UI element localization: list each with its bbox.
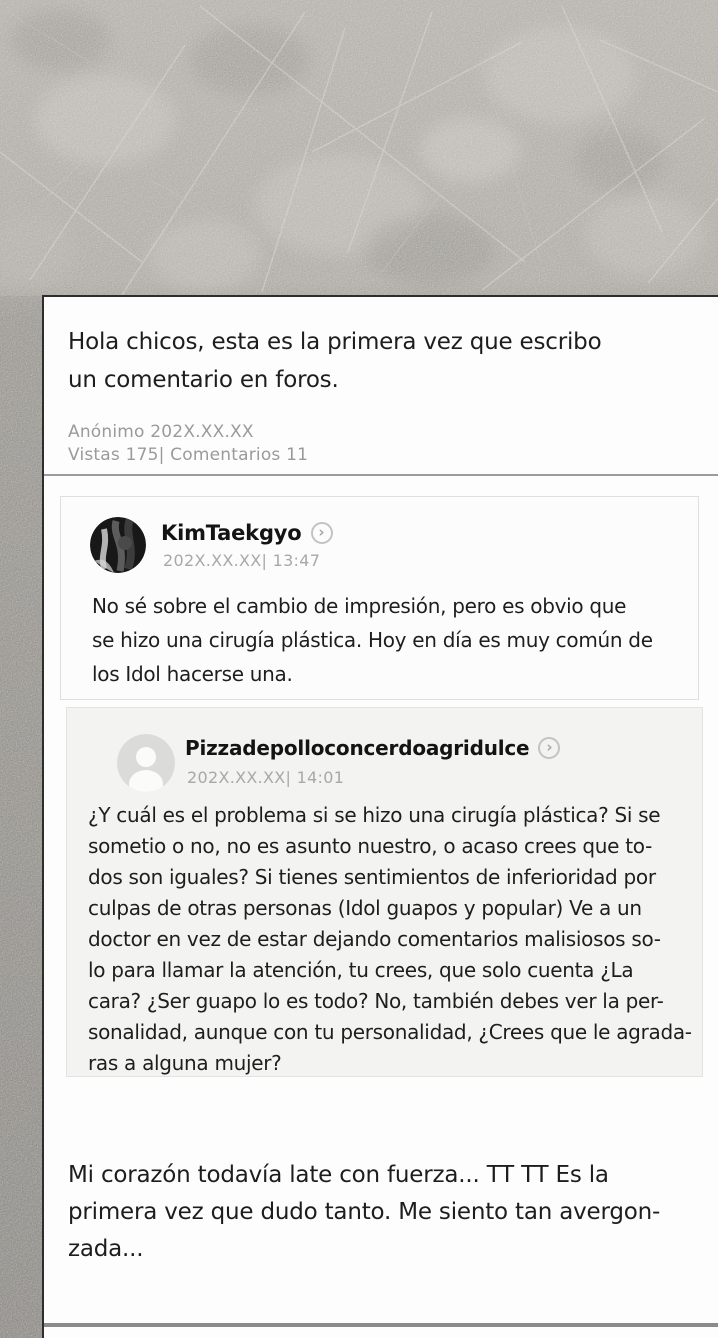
comment-body bbox=[88, 800, 692, 1079]
comment-username[interactable]: Pizzadepolloconcerdoagridulce bbox=[185, 736, 530, 760]
post-closing-line: Mi corazón todavía late con fuerza... TT TT Es la bbox=[68, 1162, 609, 1188]
post-closing-text bbox=[68, 1157, 716, 1268]
post-author-date: Anónimo 202X.XX.XX bbox=[68, 422, 254, 442]
avatar[interactable] bbox=[90, 517, 146, 573]
comment-timestamp: 202X.XX.XX| 14:01 bbox=[187, 768, 345, 787]
profile-chevron-icon[interactable]: › bbox=[311, 522, 333, 544]
divider bbox=[44, 474, 718, 476]
comment-body-line: ¿Y cuál es el problema si se hizo una cirugía plástica? Si se bbox=[88, 803, 661, 827]
divider bbox=[44, 1323, 718, 1327]
forum-post-panel bbox=[42, 295, 718, 1338]
comment-body bbox=[92, 589, 653, 691]
comment-header bbox=[185, 736, 560, 760]
comment-body-line: dos son iguales? Si tienes sentimientos de inferioridad por bbox=[88, 865, 656, 889]
comment-body-line: ras a alguna mujer? bbox=[88, 1051, 282, 1075]
comment-body-line: sometio o no, no es asunto nuestro, o acaso crees que to- bbox=[88, 834, 653, 858]
comment-body-line: los Idol hacerse una. bbox=[92, 662, 293, 686]
comment-card bbox=[60, 496, 699, 700]
post-closing-line: primera vez que dudo tanto. Me siento tan avergon- bbox=[68, 1199, 661, 1225]
comment-timestamp: 202X.XX.XX| 13:47 bbox=[163, 551, 321, 570]
comment-body-line: lo para llamar la atención, tu crees, que solo cuenta ¿La bbox=[88, 958, 634, 982]
post-meta bbox=[68, 421, 488, 467]
comment-header bbox=[161, 521, 333, 545]
comment-body-line: cara? ¿Ser guapo lo es todo? No, también debes ver la per- bbox=[88, 989, 664, 1013]
comment-body-line: sonalidad, aunque con tu personalidad, ¿Crees que le agrada- bbox=[88, 1020, 692, 1044]
comment-body-line: No sé sobre el cambio de impresión, pero es obvio que bbox=[92, 594, 627, 618]
comment-body-line: se hizo una cirugía plástica. Hoy en día es muy común de bbox=[92, 628, 653, 652]
comment-username[interactable]: KimTaekgyo bbox=[161, 521, 302, 545]
post-title bbox=[68, 323, 708, 399]
comment-body-line: doctor en vez de estar dejando comentarios malisiosos so- bbox=[88, 927, 661, 951]
comment-body-line: culpas de otras personas (Idol guapos y popular) Ve a un bbox=[88, 896, 642, 920]
reply-comment-card bbox=[66, 707, 703, 1077]
post-title-line: Hola chicos, esta es la primera vez que escribo bbox=[68, 329, 602, 355]
profile-chevron-icon[interactable]: › bbox=[538, 737, 560, 759]
post-stats: Vistas 175| Comentarios 11 bbox=[68, 445, 309, 465]
post-title-line: un comentario en foros. bbox=[68, 367, 339, 393]
avatar[interactable] bbox=[117, 734, 175, 792]
post-closing-line: zada... bbox=[68, 1236, 144, 1262]
